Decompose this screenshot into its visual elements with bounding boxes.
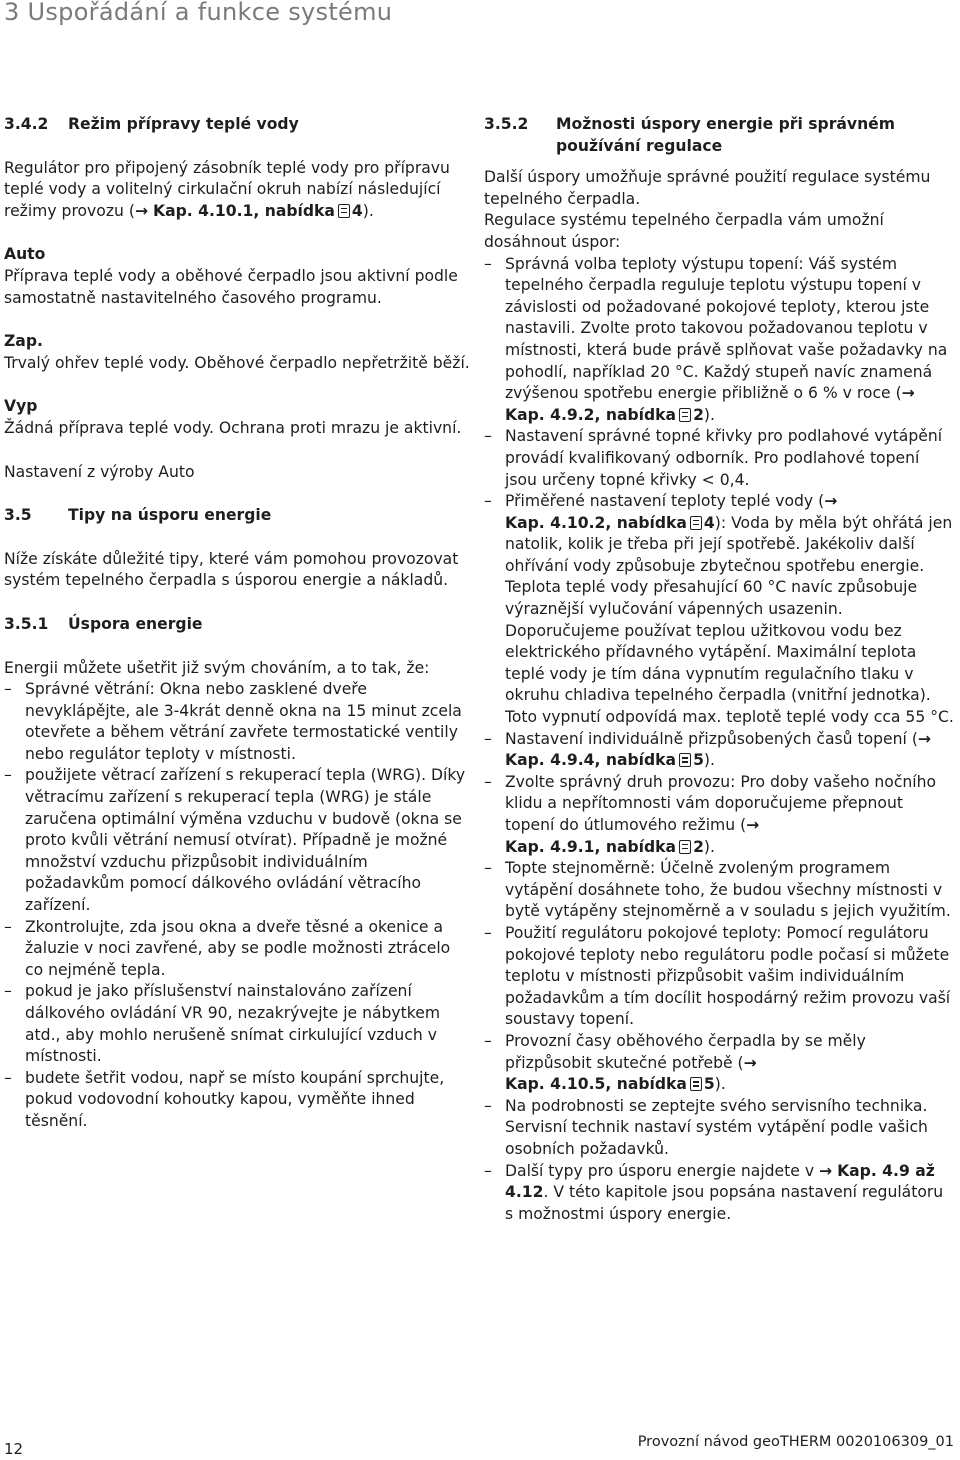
list-item: – Další typy pro úsporu energie najdete v → Kap. 4.9 až 4.12. V této kapitole jsou popsána nastavení regulátoru s možnostmi úspory energie. [484, 1161, 956, 1226]
list-item: – Topte stejnoměrně: Účelně zvoleným programem vytápění dosáhnete toho, že budou všechny místnosti v bytě vytápěny stejnoměrně a v souladu s jejich využitím. [484, 858, 956, 923]
menu-icon [679, 408, 691, 422]
paragraph: Níže získáte důležité tipy, které vám pomohou provozovat systém tepelného čerpadla s úsporou energie a nákladů. [4, 549, 459, 590]
list-item: – Správné větrání: Okna nebo zasklené dveře nevyklápějte, ale 3-4krát denně okna na 15 minut zcela otevřete a během větrání zavřete termostatické ventily nebo regulátor teploty v místnosti. [4, 679, 470, 765]
paragraph: Regulace systému tepelného čerpadla vám umožní dosáhnout úspor: [484, 211, 884, 251]
list-item: – pokud je jako příslušenství nainstalováno zařízení dálkového ovládání VR 90, nezakrývejte je nábytkem atd., aby mohlo nerušeně snímat cirkulující vzduch v místnosti. [4, 981, 470, 1067]
menu-icon [679, 840, 691, 854]
section-title: Režim přípravy teplé vody [68, 115, 299, 133]
mode-heading-vyp: Vyp [4, 397, 38, 416]
section-title: Úspora energie [68, 614, 203, 633]
section-number: 3.5.2 [484, 115, 529, 133]
cross-reference[interactable]: Kap. 4.10.1, nabídka 4 [153, 201, 363, 220]
mode-heading-auto: Auto [4, 245, 46, 264]
list-item: – použijete větrací zařízení s rekuperací tepla (WRG). Díky větracímu zařízení s rekuperací tepla (WRG) je stále zaručena optimální výměna vzduchu v budově (okna se proto kvůli větrání nemusí otvírat). Případně je možné množství vzduchu přizpůsobit individuálním požadavkům pomocí dálkového ovládání větracího zařízení. [4, 765, 470, 916]
list-item: – Správná volba teploty výstupu topení: Váš systém tepelného čerpadla reguluje teplotu výstupu topení v závislosti od požadované pokojové teploty, kterou jste nastavili. Zvolte proto takovou požadovanou teplotu v místnosti, která bude právě splňovat vaše požadavky na pohodlí, například 20 °C. Každý stupeň navíc znamená zvýšenou spotřebu energie přibližně o 6 % v roce (→ Kap. 4.9.2, nabídka 2). [484, 254, 956, 427]
section-number: 3.4.2 [4, 115, 49, 133]
list-item: – Na podrobnosti se zeptejte svého servisního technika. Servisní technik nastaví systém vytápění podle vašich osobních požadavků. [484, 1096, 956, 1161]
left-column [4, 114, 470, 1133]
section-heading-3-4-2 [4, 114, 470, 136]
paragraph: Další úspory umožňuje správné použití regulace systému tepelného čerpadla. [484, 168, 931, 208]
cross-reference[interactable]: Kap. 4.9.1, nabídka 2 [505, 837, 704, 856]
arrow-icon: → [819, 1161, 833, 1180]
arrow-icon: → [746, 816, 760, 834]
section-heading-3-5-1 [4, 614, 470, 636]
arrow-icon: → [901, 384, 915, 403]
regulation-tips-list [484, 254, 956, 1226]
arrow-icon: → [134, 201, 149, 220]
section-title: Tipy na úsporu energie [68, 506, 272, 525]
section-heading-3-5 [4, 505, 470, 527]
menu-icon [690, 1077, 702, 1091]
tips-list [4, 679, 470, 1132]
page-number: 12 [4, 1440, 24, 1458]
paragraph: Regulátor pro připojený zásobník teplé vody pro přípravu teplé vody a volitelný cirkulační okruh nabízí následující režimy provozu (→ Kap. 4.10.1, nabídka 4). [4, 158, 450, 220]
menu-icon [338, 204, 350, 218]
section-number: 3.5.1 [4, 614, 49, 633]
list-item: – Provozní časy oběhového čerpadla by se měly přizpůsobit skutečné potřebě (→ Kap. 4.10.5, nabídka 5). [484, 1031, 956, 1096]
menu-icon [679, 753, 691, 767]
cross-reference[interactable]: Kap. 4.10.2, nabídka 4 [505, 513, 715, 532]
arrow-icon: → [824, 492, 838, 511]
list-item: – Přiměřené nastavení teploty teplé vody (→ Kap. 4.10.2, nabídka 4): Voda by měla být ohřátá jen natolik, kolik je třeba při její spotřebě. Jakékoliv další ohřívání vody způsobuje zbytečnou spotřebu energie. Teplota teplé vody přesahující 60 °C navíc způsobuje výraznější vylučování vápenných usazenin. Doporučujeme používat teplou užitkovou vodu bez elektrického přídavného vytápění. Maximální teplota teplé vody je tím dána vypnutím regulačního tlaku v okruhu chladiva tepelného čerpadla (vnitřní jednotka). Toto vypnutí odpovídá max. teplotě teplé vody cca 55 °C. [484, 491, 956, 729]
cross-reference[interactable]: Kap. 4.10.5, nabídka 5 [505, 1075, 715, 1094]
arrow-icon: → [743, 1053, 757, 1072]
cross-reference[interactable]: Kap. 4.9 až 4.12 [505, 1161, 935, 1202]
document-title: Provozní návod geoTHERM 0020106309_01 [637, 1434, 954, 1450]
list-item: – Nastavení správné topné křivky pro podlahové vytápění provádí kvalifikovaný odborník. Pro podlahové topení jsou určeny topné křivky < 0,4. [484, 426, 956, 491]
paragraph: Příprava teplé vody a oběhové čerpadlo jsou aktivní podle samostatně nastavitelného časového programu. [4, 266, 458, 307]
list-item: – Nastavení individuálně přizpůsobených časů topení (→ Kap. 4.9.4, nabídka 5). [484, 729, 956, 772]
list-item: – Zkontrolujte, zda jsou okna a dveře těsné a okenice a žaluzie v noci zavřené, aby se podle možnosti ztrácelo co nejméně tepla. [4, 917, 470, 982]
paragraph: Trvalý ohřev teplé vody. Oběhové čerpadlo nepřetržitě běží. [4, 353, 470, 372]
mode-heading-zap: Zap. [4, 332, 43, 351]
page-header: 3 Uspořádání a funkce systému [4, 0, 393, 26]
section-heading-3-5-2 [484, 114, 956, 157]
section-number: 3.5 [4, 506, 32, 525]
arrow-icon: → [917, 729, 931, 748]
list-item: – Zvolte správný druh provozu: Pro doby vašeho nočního klidu a nepřítomnosti vám doporučujeme přepnout topení do útlumového režimu (→ Kap. 4.9.1, nabídka 2). [484, 772, 956, 858]
cross-reference[interactable]: Kap. 4.9.2, nabídka 2 [505, 405, 704, 424]
paragraph: Energii můžete ušetřit již svým chováním, a to tak, že: [4, 658, 430, 677]
list-item: – Použití regulátoru pokojové teploty: Pomocí regulátoru pokojové teploty nebo regulátoru podle počasí si můžete teplotu v místnosti přizpůsobit vašim individuálním požadavkům a tím docílit hospodárný režim provozu vaší soustavy topení. [484, 923, 956, 1031]
right-column [484, 114, 956, 1225]
factory-setting: Nastavení z výroby Auto [4, 462, 195, 481]
list-item: – budete šetřit vodou, např se místo koupání sprchujte, pokud vodovodní kohoutky kapou, vyměňte ihned těsnění. [4, 1068, 470, 1133]
section-title: Možnosti úspory energie při správném používání regulace [556, 115, 896, 155]
paragraph: Žádná příprava teplé vody. Ochrana proti mrazu je aktivní. [4, 418, 462, 437]
cross-reference[interactable]: Kap. 4.9.4, nabídka 5 [505, 751, 704, 770]
menu-icon [690, 516, 702, 530]
